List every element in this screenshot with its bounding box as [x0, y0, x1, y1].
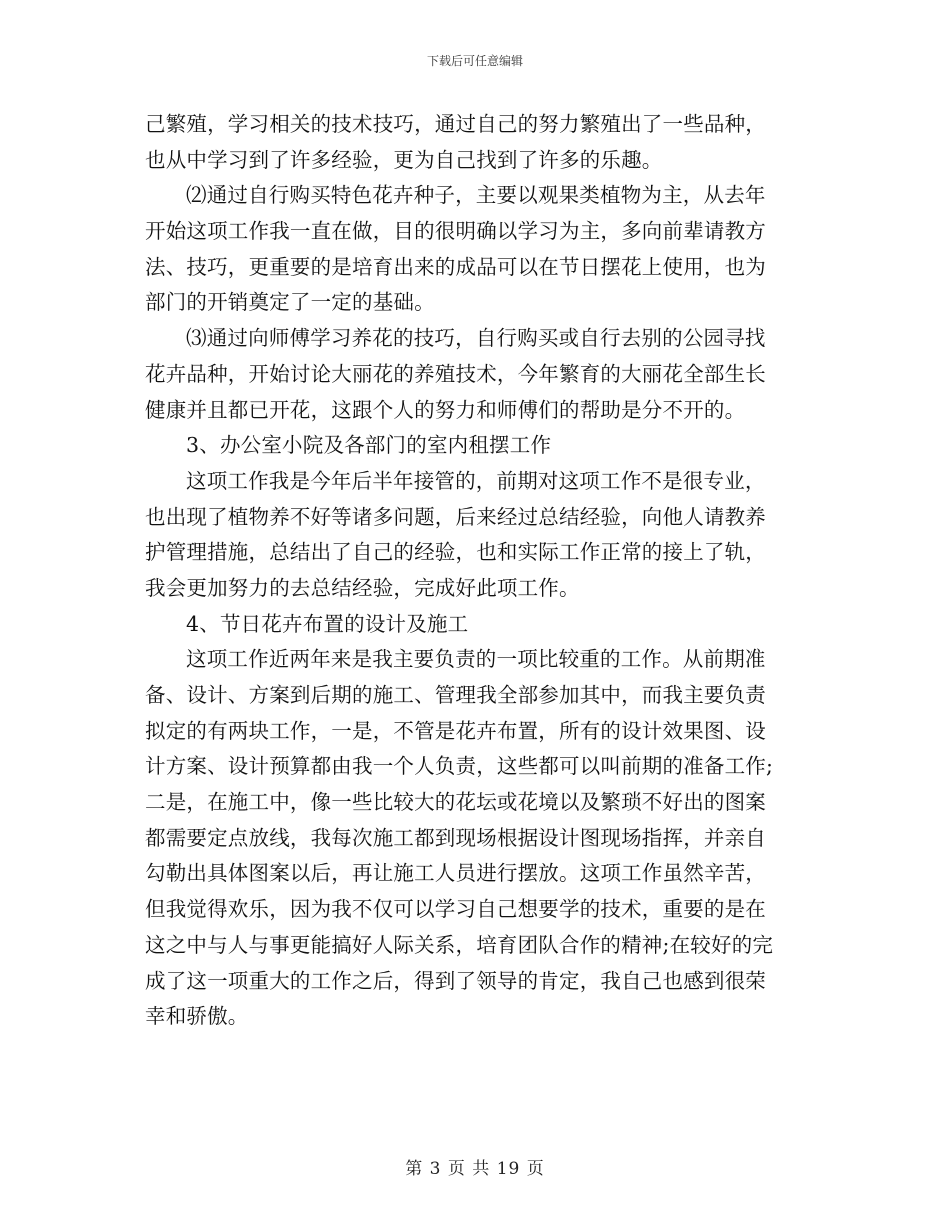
body-line: 这项工作我是今年后半年接管的，前期对这项工作不是很专业，	[186, 468, 766, 493]
body-line: 开始这项工作我一直在做，目的很明确以学习为主，多向前辈请教方	[145, 219, 766, 244]
body-line: 都需要定点放线，我每次施工都到现场根据设计图现场指挥，并亲自	[145, 825, 766, 850]
body-line: 二是，在施工中，像一些比较大的花坛或花境以及繁琐不好出的图案	[145, 790, 766, 815]
section-heading: 4、节日花卉布置的设计及施工	[186, 611, 469, 636]
body-line: 己繁殖，学习相关的技术技巧，通过自己的努力繁殖出了一些品种，	[145, 112, 766, 136]
body-line: ⑵通过自行购买特色花卉种子，主要以观果类植物为主，从去年	[186, 183, 766, 208]
body-line: 计方案、设计预算都由我一个人负责，这些都可以叫前期的准备工作;	[145, 754, 774, 779]
body-line: 部门的开销奠定了一定的基础。	[145, 290, 435, 315]
body-line: 成了这一项重大的工作之后，得到了领导的肯定，我自己也感到很荣	[145, 968, 766, 993]
body-line: 也出现了植物养不好等诸多问题，后来经过总结经验，向他人请教养	[145, 504, 766, 529]
body-line: ⑶通过向师傅学习养花的技巧，自行购买或自行去别的公园寻找	[186, 326, 766, 351]
body-line: 花卉品种，开始讨论大丽花的养殖技术，今年繁育的大丽花全部生长	[145, 361, 766, 386]
body-line: 这之中与人与事更能搞好人际关系，培育团队合作的精神;在较好的完	[145, 932, 774, 957]
page-header: 下载后可任意编辑	[426, 54, 523, 68]
body-line: 也从中学习到了许多经验，更为自己找到了许多的乐趣。	[145, 147, 663, 172]
body-line: 备、设计、方案到后期的施工、管理我全部参加其中，而我主要负责	[145, 683, 766, 707]
section-heading: 3、办公室小院及各部门的室内租摆工作	[186, 433, 552, 458]
body-line: 但我觉得欢乐，因为我不仅可以学习自己想要学的技术，重要的是在	[145, 897, 766, 922]
document-body	[145, 107, 805, 1035]
body-line: 护管理措施，总结出了自己的经验，也和实际工作正常的接上了轨，	[145, 540, 766, 565]
body-line: 健康并且都已开花，这跟个人的努力和师傅们的帮助是分不开的。	[145, 397, 746, 422]
body-line: 勾勒出具体图案以后，再让施工人员进行摆放。这项工作虽然辛苦，	[145, 861, 766, 886]
page-number-footer: 第 3 页 共 19 页	[405, 1159, 545, 1179]
body-line: 法、技巧，更重要的是培育出来的成品可以在节日摆花上使用，也为	[145, 254, 766, 279]
body-line: 拟定的有两块工作，一是，不管是花卉布置，所有的设计效果图、设	[145, 718, 766, 743]
body-line: 幸和骄傲。	[145, 1004, 249, 1029]
body-line: 我会更加努力的去总结经验，完成好此项工作。	[145, 575, 580, 600]
body-line: 这项工作近两年来是我主要负责的一项比较重的工作。从前期准	[186, 647, 766, 672]
